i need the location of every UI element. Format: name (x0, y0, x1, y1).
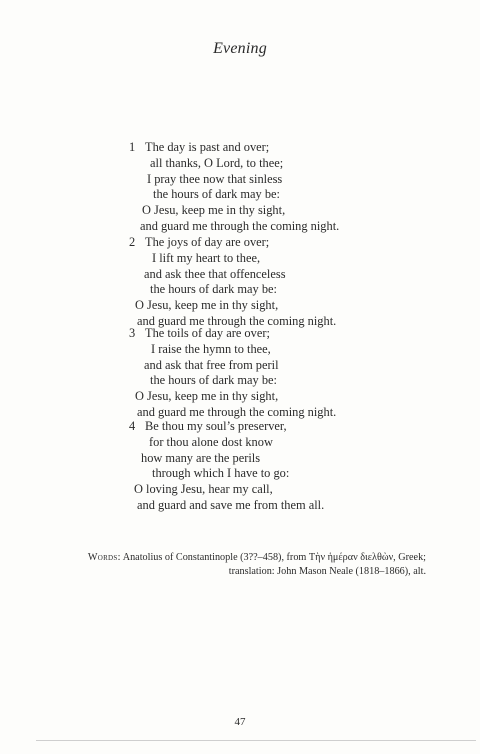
stanza-line: O Jesu, keep me in thy sight, (142, 203, 286, 218)
hymn-credits (26, 551, 426, 579)
stanza-number: 2 (129, 235, 136, 249)
credits-line-1 (26, 551, 426, 565)
stanza-line: how many are the perils (141, 450, 261, 465)
page-number: 47 (234, 716, 246, 728)
stanza-number: 3 (129, 326, 136, 340)
stanza-line: The joys of day are over; (145, 235, 270, 249)
stanza-line: and ask that free from peril (144, 357, 279, 372)
credits-label: Words: (87, 552, 121, 563)
stanza-line: The day is past and over; (145, 140, 270, 154)
bottom-rule (36, 740, 476, 741)
stanza-line: the hours of dark may be: (150, 282, 277, 297)
stanza-line: I pray thee now that sinless (147, 171, 283, 186)
credits-line-2: translation: John Mason Neale (1818–1866), alt. (228, 566, 426, 577)
stanza-number: 1 (129, 140, 136, 154)
hymn-title: Evening (213, 40, 267, 57)
stanza-line: O Jesu, keep me in thy sight, (135, 298, 279, 313)
stanza-line: O loving Jesu, hear my call, (134, 482, 273, 497)
stanza-number: 4 (129, 419, 136, 433)
stanza-line: and guard me through the coming night. (137, 404, 337, 419)
stanza-line: through which I have to go: (152, 466, 290, 481)
stanza-2 (129, 235, 336, 330)
stanza-lines (129, 140, 339, 235)
stanza-line: and ask thee that offenceless (144, 266, 286, 281)
stanza-line: for thou alone dost know (149, 434, 273, 449)
stanza-3 (129, 326, 336, 421)
stanza-line: I raise the hymn to thee, (151, 341, 271, 356)
stanza-line: I lift my heart to thee, (152, 250, 261, 265)
stanza-1 (129, 140, 339, 235)
stanza-line: and guard me through the coming night. (137, 313, 337, 328)
stanza-line: Be thou my soul’s preserver, (145, 419, 287, 433)
stanza-line: and guard and save me from them all. (137, 497, 325, 512)
stanza-lines (129, 419, 324, 514)
stanza-line: all thanks, O Lord, to thee; (150, 155, 284, 170)
credits-author: Anatolius of Constantinople (3??–458), from Τὴν ἡμέραν διελθὼν, Greek; (122, 552, 426, 563)
stanza-line: O Jesu, keep me in thy sight, (135, 389, 279, 404)
stanza-lines (129, 326, 336, 421)
stanza-line: The toils of day are over; (145, 326, 270, 340)
stanza-lines (129, 235, 336, 330)
stanza-4 (129, 419, 324, 514)
stanza-line: the hours of dark may be: (153, 187, 280, 202)
stanza-line: and guard me through the coming night. (140, 218, 340, 233)
stanza-line: the hours of dark may be: (150, 373, 277, 388)
